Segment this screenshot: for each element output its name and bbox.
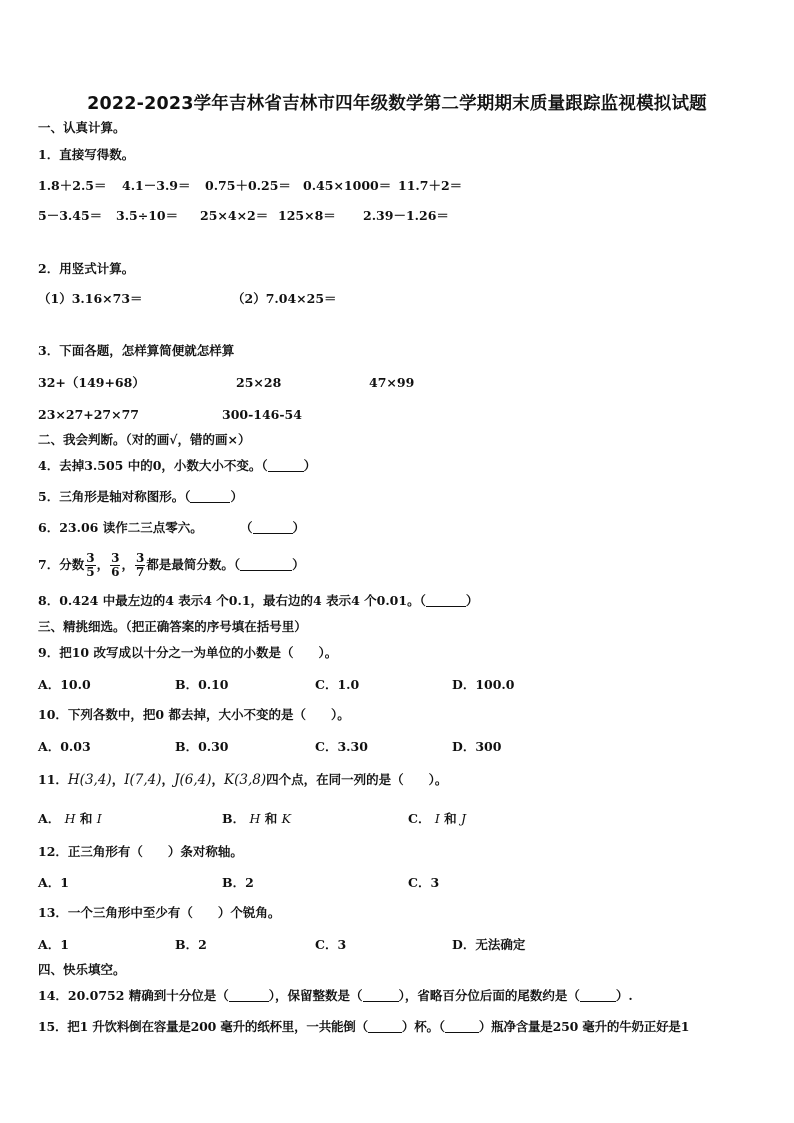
q12-option-c[interactable]: C．3 <box>408 875 440 890</box>
option-label: A． <box>38 811 61 826</box>
question-14 <box>38 988 633 1004</box>
option-and: 和 <box>264 811 278 826</box>
question-9-text: 9．把10 改写成以十分之一为单位的小数是（ ）。 <box>38 645 338 660</box>
fraction-2-denominator: 6 <box>111 565 120 579</box>
question-10-text: 10．下列各数中，把0 都去掉，大小不变的是（ ）。 <box>38 707 350 722</box>
page-title: 2022-2023学年吉林省吉林市四年级数学第二学期期末质量跟踪监视模拟试题 <box>87 94 707 114</box>
option-point: H <box>64 811 76 826</box>
q1-row2-item-5: 2.39－1.26＝ <box>363 208 449 223</box>
point-h: H(3,4) <box>67 772 112 788</box>
option-point: K <box>281 811 291 826</box>
answer-blank[interactable] <box>426 594 466 607</box>
q13-option-a[interactable]: A．1 <box>38 937 69 952</box>
question-11-number: 11． <box>38 772 68 787</box>
fraction-1-denominator: 5 <box>86 565 95 579</box>
section-2-heading: 二、我会判断。（对的画√，错的画×） <box>38 432 251 447</box>
question-6-answer <box>240 520 305 536</box>
answer-blank[interactable] <box>268 459 304 472</box>
section-3-heading: 三、精挑细选。（把正确答案的序号填在括号里） <box>38 619 307 634</box>
q10-option-b[interactable]: B．0.30 <box>175 739 229 754</box>
question-11-post: 四个点，在同一列的是（ ）。 <box>266 772 448 787</box>
answer-blank[interactable] <box>190 490 230 503</box>
point-j: J(6,4) <box>174 772 212 788</box>
q3-row1-item-2: 25×28 <box>236 375 282 390</box>
q9-option-d[interactable]: D．100.0 <box>452 677 515 692</box>
option-point: J <box>461 811 467 826</box>
question-4-text: 4．去掉3.505 中的0，小数大小不变。（ <box>38 458 268 473</box>
q9-option-b[interactable]: B．0.10 <box>175 677 229 692</box>
q1-row2-item-3: 25×4×2＝ <box>200 208 269 223</box>
question-7-post: 都是最简分数。（ <box>146 557 241 572</box>
q1-row1-item-1: 1.8＋2.5＝ <box>38 178 107 193</box>
option-and: 和 <box>79 811 93 826</box>
q9-option-a[interactable]: A．10.0 <box>38 677 91 692</box>
q1-row1-item-2: 4.1－3.9＝ <box>122 178 191 193</box>
section-4-heading: 四、快乐填空。 <box>38 962 126 977</box>
question-15 <box>38 1019 689 1035</box>
q3-row2-item-2: 300-146-54 <box>222 407 302 422</box>
point-i: I(7,4) <box>124 772 162 788</box>
option-and: 和 <box>444 811 457 826</box>
question-3-label: 3．下面各题，怎样算简便就怎样算 <box>38 343 235 358</box>
q3-row2-item-1: 23×27+27×77 <box>38 407 140 422</box>
separator: ， <box>121 557 134 572</box>
q11-option-c[interactable] <box>408 811 466 827</box>
separator: ， <box>161 772 175 787</box>
separator: ， <box>211 772 224 787</box>
option-point: I <box>96 811 102 826</box>
question-8-text: 8．0.424 中最左边的4 表示4 个0.1，最右边的4 表示4 个0.01。（ <box>38 593 426 608</box>
q1-row1-item-4: 0.45×1000＝ <box>303 178 392 193</box>
question-14-part-1: 14．20.0752 精确到十分位是（ <box>38 988 229 1003</box>
q10-option-a[interactable]: A．0.03 <box>38 739 91 754</box>
q1-row2-item-2: 3.5÷10＝ <box>116 208 179 223</box>
answer-blank[interactable] <box>580 989 616 1002</box>
section-1-heading: 一、认真计算。 <box>38 120 126 135</box>
answer-blank[interactable] <box>445 1020 479 1033</box>
answer-blank[interactable] <box>363 989 399 1002</box>
q13-option-d[interactable]: D．无法确定 <box>452 937 526 952</box>
q1-row2-item-1: 5－3.45＝ <box>38 208 103 223</box>
q13-option-b[interactable]: B．2 <box>175 937 207 952</box>
fraction-3-numerator: 3 <box>135 551 145 565</box>
q12-option-b[interactable]: B．2 <box>222 875 254 890</box>
question-5 <box>38 489 243 505</box>
fraction-3 <box>135 552 145 579</box>
q11-option-a[interactable] <box>38 811 102 827</box>
fraction-3-denominator: 7 <box>135 565 145 579</box>
question-15-part-1: 15．把1 升饮料倒在容量是200 毫升的纸杯里，一共能倒（ <box>38 1019 368 1034</box>
question-1-label: 1．直接写得数。 <box>38 147 135 162</box>
option-point: I <box>434 811 440 826</box>
question-15-part-2: ）杯。（ <box>401 1019 445 1034</box>
answer-blank[interactable] <box>240 558 292 571</box>
question-5-close: ） <box>230 489 243 504</box>
question-8-close: ） <box>465 593 479 608</box>
question-14-part-2: ），保留整数是（ <box>268 988 363 1003</box>
question-7 <box>38 548 305 582</box>
q10-option-d[interactable]: D．300 <box>452 739 502 754</box>
question-14-part-3: ），省略百分位后面的尾数约是（ <box>398 988 580 1003</box>
q9-option-c[interactable]: C．1.0 <box>315 677 360 692</box>
q11-option-b[interactable] <box>222 811 291 827</box>
question-6-text: 6．23.06 读作二三点零六。 <box>38 520 203 535</box>
fraction-2 <box>110 552 120 579</box>
question-4-close: ） <box>303 458 317 473</box>
answer-blank[interactable] <box>368 1020 402 1033</box>
separator: ， <box>96 557 110 572</box>
q3-row1-item-1: 32+（149+68） <box>38 375 145 390</box>
answer-blank[interactable] <box>229 989 269 1002</box>
q1-row1-item-3: 0.75＋0.25＝ <box>205 178 291 193</box>
separator: ， <box>111 772 125 787</box>
question-14-part-4: ）. <box>615 988 633 1003</box>
q1-row2-item-4: 125×8＝ <box>278 208 336 223</box>
q13-option-c[interactable]: C．3 <box>315 937 347 952</box>
q12-option-a[interactable]: A．1 <box>38 875 69 890</box>
question-12-text: 12．正三角形有（ ）条对称轴。 <box>38 844 243 859</box>
option-point: H <box>249 811 261 826</box>
question-11 <box>38 772 447 788</box>
point-k: K(3,8) <box>224 772 267 788</box>
q2-item-1: （1）3.16×73＝ <box>38 291 143 306</box>
fraction-1-numerator: 3 <box>86 551 95 565</box>
question-6 <box>38 520 203 536</box>
question-15-part-3: ）瓶净含量是250 毫升的牛奶正好是1 <box>478 1019 690 1034</box>
question-5-text: 5．三角形是轴对称图形。（ <box>38 489 191 504</box>
question-8 <box>38 593 478 609</box>
question-4 <box>38 458 316 474</box>
q3-row1-item-3: 47×99 <box>369 375 415 390</box>
answer-blank[interactable] <box>253 521 293 534</box>
question-7-close: ） <box>292 557 305 572</box>
fraction-1 <box>85 552 95 579</box>
option-label: B． <box>222 811 246 826</box>
question-13-text: 13．一个三角形中至少有（ ）个锐角。 <box>38 905 281 920</box>
question-7-pre: 7．分数 <box>38 557 85 572</box>
q2-item-2: （2）7.04×25＝ <box>232 291 337 306</box>
fraction-2-numerator: 3 <box>111 551 120 565</box>
option-label: C． <box>408 811 431 826</box>
question-6-close: ） <box>292 520 306 535</box>
question-6-open: （ <box>240 520 253 535</box>
q10-option-c[interactable]: C．3.30 <box>315 739 368 754</box>
question-2-label: 2．用竖式计算。 <box>38 261 135 276</box>
q1-row1-item-5: 11.7＋2＝ <box>398 178 463 193</box>
